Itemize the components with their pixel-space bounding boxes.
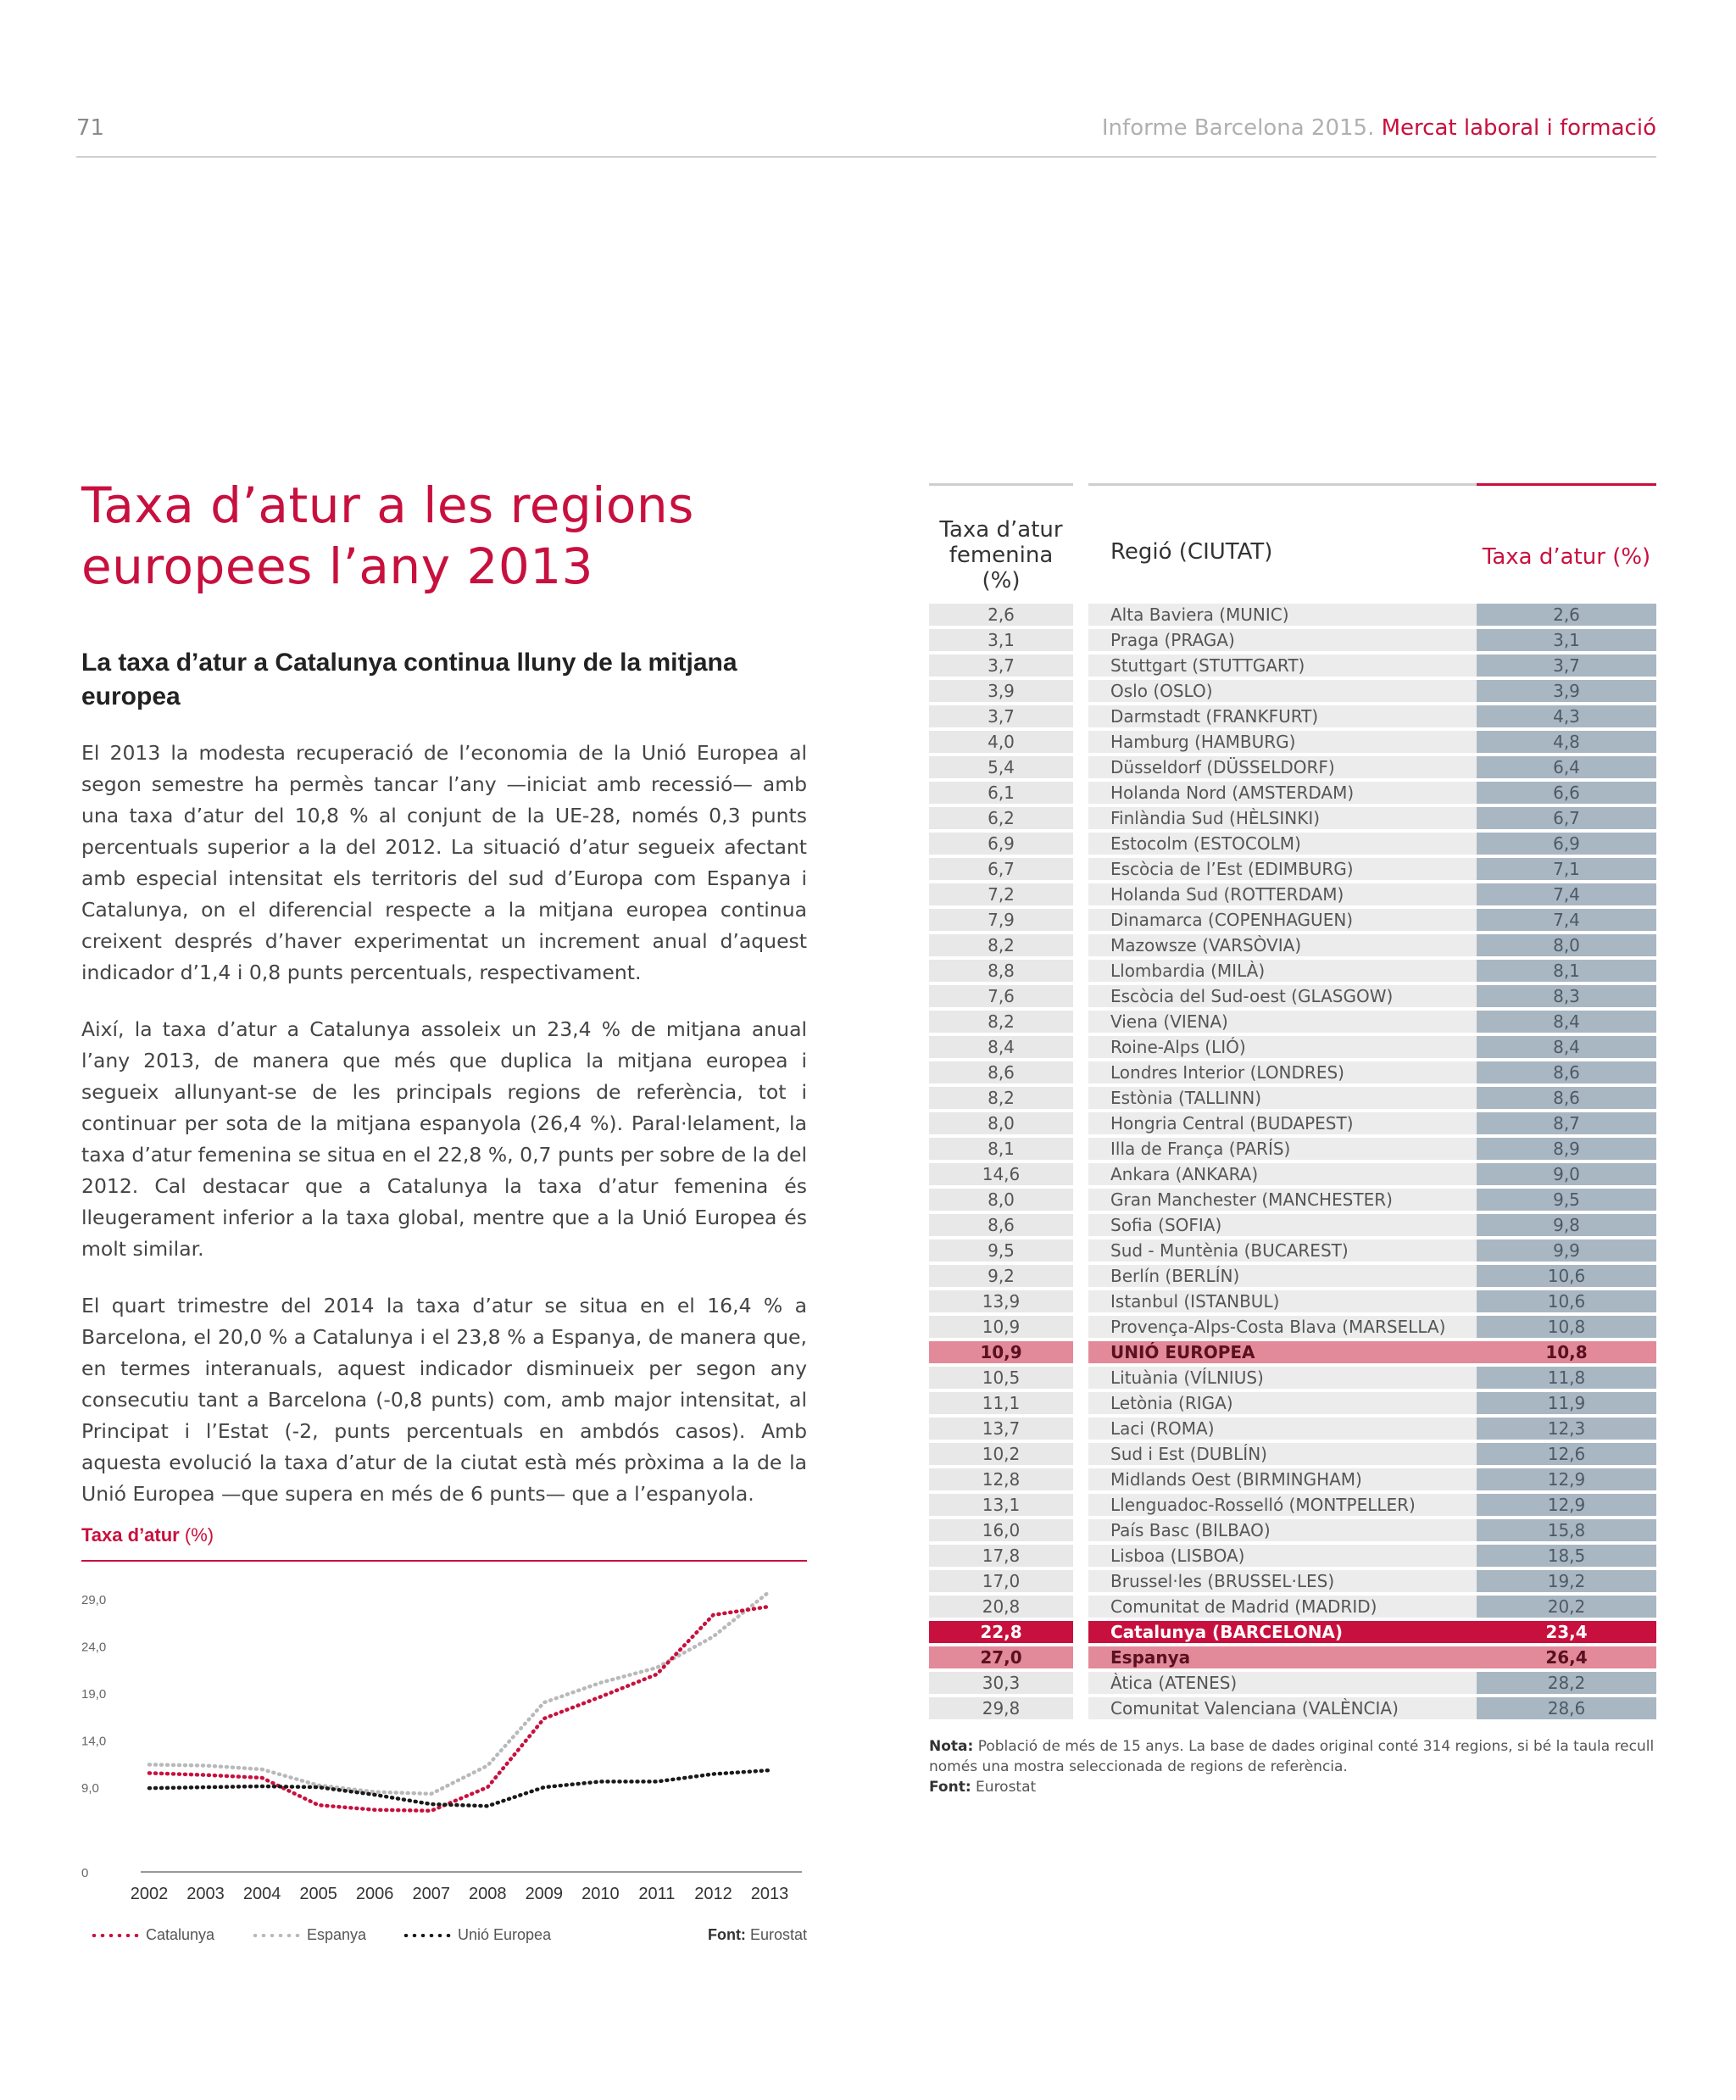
table-row <box>929 1696 1656 1721</box>
female-rate-cell: 8,1 <box>929 1138 1073 1160</box>
rate-cell: 10,6 <box>1477 1290 1656 1312</box>
table-row <box>929 1518 1656 1543</box>
table-row <box>929 1467 1656 1492</box>
table-row <box>929 1314 1656 1340</box>
female-rate-cell: 5,4 <box>929 756 1073 778</box>
region-cell: Àtica (ATENES) <box>1088 1672 1544 1694</box>
rate-cell: 8,6 <box>1477 1087 1656 1109</box>
region-cell: Düsseldorf (DÜSSELDORF) <box>1088 756 1544 778</box>
female-rate-cell: 7,9 <box>929 909 1073 931</box>
table-row <box>929 729 1656 755</box>
paragraph: El quart trimestre del 2014 la taxa d’atur se situa en el 16,4 % a Barcelona, el 20,0 % a Catalunya i el 23,8 % a Espanya, de manera que, en termes interanuals, aquest indicador disminueix per segon any consecutiu tant a Barcelona (-0,8 punts) com, amb major intensitat, al Principat i l’Estat (-2, punts percentuals en ambdós casos). Amb aquesta evolució la taxa d’atur de la ciutat està més pròxima a la de la Unió Europea —que supera en més de 6 punts— que a l’espanyola. <box>81 1294 807 1506</box>
table-note <box>929 1736 1656 1797</box>
region-cell: Comunitat Valenciana (VALÈNCIA) <box>1088 1697 1544 1719</box>
region-cell: Mazowsze (VARSÒVIA) <box>1088 934 1544 956</box>
x-tick-label: 2004 <box>242 1885 281 1903</box>
female-rate-cell: 8,8 <box>929 960 1073 982</box>
x-tick-label: 2006 <box>355 1885 394 1903</box>
x-tick-label: 2007 <box>412 1885 450 1903</box>
article-subtitle: La taxa d’atur a Catalunya continua lluny de la mitjana europea <box>81 649 737 710</box>
rate-cell: 7,4 <box>1477 883 1656 905</box>
rate-cell: 10,6 <box>1477 1265 1656 1287</box>
table-row <box>929 602 1656 627</box>
female-rate-cell: 6,9 <box>929 833 1073 855</box>
column-header-female-rate <box>929 517 1073 593</box>
table-row <box>929 1645 1656 1670</box>
chart-unit: (%) <box>184 1524 214 1546</box>
rate-cell: 8,9 <box>1477 1138 1656 1160</box>
rate-cell: 28,6 <box>1477 1697 1656 1719</box>
table-row <box>929 627 1656 653</box>
rate-cell: 8,4 <box>1477 1036 1656 1058</box>
region-cell: Laci (ROMA) <box>1088 1418 1544 1440</box>
table-row <box>929 1034 1656 1060</box>
table-row <box>929 1416 1656 1441</box>
female-rate-cell: 17,8 <box>929 1545 1073 1567</box>
x-tick-label: 2010 <box>581 1885 620 1903</box>
paragraph: Així, la taxa d’atur a Catalunya assoleix un 23,4 % de mitjana anual l’any 2013, de manera que més que duplica la mitjana europea i segueix allunyant-se de les principals regions de referència, tot i continuar per sota de la mitjana espanyola (26,4 %). Paral·lelament, la taxa d’atur femenina se situa en el 22,8 %, 0,7 punts per sobre de la del 2012. Cal destacar que a Catalunya la taxa d’atur femenina és lleugerament inferior a la taxa global, mentre que a la Unió Europea és molt similar. <box>81 1017 807 1261</box>
rate-cell: 20,2 <box>1477 1596 1656 1618</box>
female-rate-cell: 12,8 <box>929 1468 1073 1490</box>
region-cell: País Basc (BILBAO) <box>1088 1519 1544 1541</box>
table-row <box>929 1568 1656 1594</box>
legend-item <box>90 1926 214 1944</box>
legend-swatch <box>90 1934 141 1937</box>
female-rate-cell: 30,3 <box>929 1672 1073 1694</box>
table-row <box>929 1492 1656 1518</box>
female-rate-cell: 17,0 <box>929 1570 1073 1592</box>
female-rate-cell: 6,7 <box>929 858 1073 880</box>
rate-cell: 8,6 <box>1477 1061 1656 1083</box>
rate-cell: 12,9 <box>1477 1468 1656 1490</box>
y-tick-label: 0 <box>81 1866 89 1880</box>
female-rate-cell: 8,6 <box>929 1061 1073 1083</box>
rate-cell: 3,7 <box>1477 655 1656 677</box>
rule-rate <box>1477 483 1656 486</box>
region-cell: Illa de França (PARÍS) <box>1088 1138 1544 1160</box>
rate-cell: 6,4 <box>1477 756 1656 778</box>
rate-cell: 6,7 <box>1477 807 1656 829</box>
x-tick-label: 2012 <box>694 1885 732 1903</box>
rate-cell: 6,6 <box>1477 782 1656 804</box>
female-rate-cell: 8,2 <box>929 1087 1073 1109</box>
rate-cell: 23,4 <box>1477 1621 1656 1643</box>
female-rate-cell: 9,5 <box>929 1239 1073 1262</box>
female-rate-cell: 10,5 <box>929 1367 1073 1389</box>
female-rate-cell: 10,9 <box>929 1316 1073 1338</box>
legend-label: Catalunya <box>146 1926 215 1943</box>
table-row <box>929 907 1656 933</box>
page-title <box>81 475 807 597</box>
table-row <box>929 1136 1656 1161</box>
region-cell: Midlands Oest (BIRMINGHAM) <box>1088 1468 1544 1490</box>
y-tick-label: 9,0 <box>81 1781 99 1796</box>
region-cell: Comunitat de Madrid (MADRID) <box>1088 1596 1544 1618</box>
rate-cell: 10,8 <box>1477 1316 1656 1338</box>
table-row <box>929 1340 1656 1365</box>
rate-cell: 12,6 <box>1477 1443 1656 1465</box>
region-cell: Hamburg (HAMBURG) <box>1088 731 1544 753</box>
legend-item <box>402 1926 551 1944</box>
female-rate-cell: 10,9 <box>929 1341 1073 1363</box>
table-row <box>929 831 1656 856</box>
table-row <box>929 1619 1656 1645</box>
female-rate-cell: 6,1 <box>929 782 1073 804</box>
region-cell: Estònia (TALLINN) <box>1088 1087 1544 1109</box>
x-tick-label: 2011 <box>638 1885 676 1903</box>
table-row <box>929 1289 1656 1314</box>
rate-cell: 26,4 <box>1477 1646 1656 1668</box>
legend-label: Unió Europea <box>458 1926 552 1943</box>
female-rate-cell: 8,6 <box>929 1214 1073 1236</box>
column-header-region: Regió (CIUTAT) <box>1110 539 1273 565</box>
column-header-rate: Taxa d’atur (%) <box>1482 544 1651 570</box>
rate-cell: 19,2 <box>1477 1570 1656 1592</box>
table-row <box>929 1543 1656 1568</box>
region-cell: Espanya <box>1088 1646 1544 1668</box>
section-name: Mercat laboral i formació <box>1381 115 1656 141</box>
female-rate-cell: 27,0 <box>929 1646 1073 1668</box>
rate-cell: 3,1 <box>1477 629 1656 651</box>
rate-cell: 12,9 <box>1477 1494 1656 1516</box>
table-row <box>929 882 1656 907</box>
rate-cell: 7,1 <box>1477 858 1656 880</box>
region-cell: Holanda Sud (ROTTERDAM) <box>1088 883 1544 905</box>
region-cell: Stuttgart (STUTTGART) <box>1088 655 1544 677</box>
table-row <box>929 856 1656 882</box>
region-cell: Sud - Muntènia (BUCAREST) <box>1088 1239 1544 1262</box>
female-rate-cell: 13,9 <box>929 1290 1073 1312</box>
female-rate-cell: 7,2 <box>929 883 1073 905</box>
region-cell: Alta Baviera (MUNIC) <box>1088 604 1544 626</box>
rate-cell: 8,1 <box>1477 960 1656 982</box>
female-rate-cell: 7,6 <box>929 985 1073 1007</box>
table-row <box>929 805 1656 831</box>
region-cell: UNIÓ EUROPEA <box>1088 1341 1544 1363</box>
x-tick-label: 2002 <box>130 1885 169 1903</box>
rate-cell: 12,3 <box>1477 1418 1656 1440</box>
table-row <box>929 1263 1656 1289</box>
table-row <box>929 1085 1656 1111</box>
table-row <box>929 1441 1656 1467</box>
rule-female <box>929 483 1073 486</box>
rate-cell: 10,8 <box>1477 1341 1656 1363</box>
table-row <box>929 678 1656 704</box>
legend-item <box>251 1926 366 1944</box>
x-tick-label: 2009 <box>525 1885 564 1903</box>
chart-source <box>708 1926 807 1944</box>
rate-cell: 9,0 <box>1477 1163 1656 1185</box>
page-header <box>76 115 1656 158</box>
table-row <box>929 755 1656 780</box>
region-cell: Escòcia de l’Est (EDIMBURG) <box>1088 858 1544 880</box>
female-rate-cell: 14,6 <box>929 1163 1073 1185</box>
region-cell: Gran Manchester (MANCHESTER) <box>1088 1189 1544 1211</box>
column-header-female-line2: femenina (%) <box>949 543 1054 593</box>
legend-swatch <box>251 1934 302 1937</box>
female-rate-cell: 6,2 <box>929 807 1073 829</box>
table-row <box>929 704 1656 729</box>
running-head <box>1102 115 1656 141</box>
table-row <box>929 1594 1656 1619</box>
table-row <box>929 1161 1656 1187</box>
region-cell: Estocolm (ESTOCOLM) <box>1088 833 1544 855</box>
x-tick-label: 2013 <box>750 1885 789 1903</box>
region-cell: Roine-Alps (LIÓ) <box>1088 1036 1544 1058</box>
female-rate-cell: 11,1 <box>929 1392 1073 1414</box>
table-row <box>929 958 1656 983</box>
female-rate-cell: 29,8 <box>929 1697 1073 1719</box>
table-source-label: Font: <box>929 1779 971 1796</box>
female-rate-cell: 13,7 <box>929 1418 1073 1440</box>
female-rate-cell: 22,8 <box>929 1621 1073 1643</box>
female-rate-cell: 3,9 <box>929 680 1073 702</box>
rate-cell: 2,6 <box>1477 604 1656 626</box>
series-line-espanya <box>149 1591 770 1794</box>
female-rate-cell: 8,4 <box>929 1036 1073 1058</box>
table-row <box>929 1009 1656 1034</box>
table-body <box>929 602 1656 1721</box>
table-row <box>929 1670 1656 1696</box>
region-cell: Ankara (ANKARA) <box>1088 1163 1544 1185</box>
legend-label: Espanya <box>307 1926 367 1943</box>
rate-cell: 9,9 <box>1477 1239 1656 1262</box>
title-line-2: europees l’any 2013 <box>81 538 594 595</box>
rate-cell: 8,0 <box>1477 934 1656 956</box>
region-cell: Istanbul (ISTANBUL) <box>1088 1290 1544 1312</box>
region-cell: Lituània (VÍLNIUS) <box>1088 1367 1544 1389</box>
region-cell: Sud i Est (DUBLÍN) <box>1088 1443 1544 1465</box>
article-body <box>81 738 807 1510</box>
region-cell: Catalunya (BARCELONA) <box>1088 1621 1544 1643</box>
series-line-unió-europea <box>149 1770 770 1806</box>
rate-cell: 3,9 <box>1477 680 1656 702</box>
table-row <box>929 1111 1656 1136</box>
article <box>81 475 807 1535</box>
rate-cell: 9,5 <box>1477 1189 1656 1211</box>
rate-cell: 28,2 <box>1477 1672 1656 1694</box>
region-cell: Dinamarca (COPENHAGUEN) <box>1088 909 1544 931</box>
female-rate-cell: 3,7 <box>929 655 1073 677</box>
table-row <box>929 1212 1656 1238</box>
female-rate-cell: 10,2 <box>929 1443 1073 1465</box>
region-cell: Berlín (BERLÍN) <box>1088 1265 1544 1287</box>
note-text: Població de més de 15 anys. La base de dades original conté 314 regions, si bé la taula recull només una mostra seleccionada de regions de referència. <box>929 1738 1655 1775</box>
female-rate-cell: 8,0 <box>929 1189 1073 1211</box>
table-row <box>929 1187 1656 1212</box>
region-cell: Darmstadt (FRANKFURT) <box>1088 705 1544 727</box>
female-rate-cell: 9,2 <box>929 1265 1073 1287</box>
chart-source-text: Eurostat <box>749 1926 807 1943</box>
table-top-rules <box>929 483 1656 487</box>
region-cell: Escòcia del Sud-oest (GLASGOW) <box>1088 985 1544 1007</box>
title-line-1: Taxa d’atur a les regions <box>81 476 694 534</box>
rate-cell: 8,4 <box>1477 1011 1656 1033</box>
female-rate-cell: 8,2 <box>929 934 1073 956</box>
unemployment-chart <box>81 1524 807 1948</box>
report-name: Informe Barcelona 2015. <box>1101 115 1375 141</box>
page-number: 71 <box>76 115 105 141</box>
female-rate-cell: 8,2 <box>929 1011 1073 1033</box>
y-tick-label: 24,0 <box>81 1640 107 1655</box>
region-cell: Letònia (RIGA) <box>1088 1392 1544 1414</box>
rate-cell: 8,7 <box>1477 1112 1656 1134</box>
rate-cell: 11,9 <box>1477 1392 1656 1414</box>
rate-cell: 4,3 <box>1477 705 1656 727</box>
female-rate-cell: 13,1 <box>929 1494 1073 1516</box>
legend-swatch <box>402 1934 453 1937</box>
region-cell: Llombardia (MILÀ) <box>1088 960 1544 982</box>
table-row <box>929 933 1656 958</box>
rate-cell: 6,9 <box>1477 833 1656 855</box>
rate-cell: 8,3 <box>1477 985 1656 1007</box>
region-cell: Holanda Nord (AMSTERDAM) <box>1088 782 1544 804</box>
table-row <box>929 1365 1656 1390</box>
rate-cell: 11,8 <box>1477 1367 1656 1389</box>
region-cell: Praga (PRAGA) <box>1088 629 1544 651</box>
female-rate-cell: 3,1 <box>929 629 1073 651</box>
x-tick-label: 2008 <box>469 1885 507 1903</box>
female-rate-cell: 4,0 <box>929 731 1073 753</box>
line-chart <box>81 1524 807 1914</box>
chart-title-text: Taxa d’atur <box>81 1524 180 1546</box>
x-tick-label: 2005 <box>299 1885 337 1903</box>
female-rate-cell: 8,0 <box>929 1112 1073 1134</box>
chart-source-label: Font: <box>707 1926 746 1943</box>
female-rate-cell: 16,0 <box>929 1519 1073 1541</box>
region-cell: Londres Interior (LONDRES) <box>1088 1061 1544 1083</box>
rate-cell: 4,8 <box>1477 731 1656 753</box>
region-cell: Brussel·les (BRUSSEL·LES) <box>1088 1570 1544 1592</box>
table-row <box>929 1060 1656 1085</box>
region-cell: Provença-Alps-Costa Blava (MARSELLA) <box>1088 1316 1544 1338</box>
x-tick-label: 2003 <box>186 1885 225 1903</box>
table-row <box>929 983 1656 1009</box>
table-source-text: Eurostat <box>976 1779 1037 1796</box>
table-row <box>929 1390 1656 1416</box>
region-cell: Hongria Central (BUDAPEST) <box>1088 1112 1544 1134</box>
region-cell: Oslo (OSLO) <box>1088 680 1544 702</box>
region-cell: Lisboa (LISBOA) <box>1088 1545 1544 1567</box>
table-row <box>929 1238 1656 1263</box>
region-cell: Sofia (SOFIA) <box>1088 1214 1544 1236</box>
table-row <box>929 653 1656 678</box>
rate-cell: 18,5 <box>1477 1545 1656 1567</box>
region-cell: Finlàndia Sud (HÈLSINKI) <box>1088 807 1544 829</box>
column-header-female-line1: Taxa d’atur <box>939 517 1063 543</box>
female-rate-cell: 2,6 <box>929 604 1073 626</box>
region-cell: Viena (VIENA) <box>1088 1011 1544 1033</box>
female-rate-cell: 20,8 <box>929 1596 1073 1618</box>
paragraph: El 2013 la modesta recuperació de l’economia de la Unió Europea al segon semestre ha permès tancar l’any —iniciat amb recessió— amb una taxa d’atur del 10,8 % al conjunt de la UE-28, només 0,3 punts percentuals superior a la del 2012. La situació d’atur segueix afectant amb especial intensitat els territoris del sud d’Europa com Espanya i Catalunya, on el diferencial respecte a la mitjana europea continua creixent després d’haver experimentat un increment anual d’aquest indicador d’1,4 i 0,8 punts percentuals, respectivament. <box>81 741 807 984</box>
rate-cell: 7,4 <box>1477 909 1656 931</box>
rate-cell: 9,8 <box>1477 1214 1656 1236</box>
note-label: Nota: <box>929 1738 974 1755</box>
table-row <box>929 780 1656 805</box>
rate-cell: 15,8 <box>1477 1519 1656 1541</box>
y-tick-label: 29,0 <box>81 1593 107 1607</box>
female-rate-cell: 3,7 <box>929 705 1073 727</box>
y-tick-label: 14,0 <box>81 1734 107 1749</box>
region-cell: Llenguadoc-Rosselló (MONTPELLER) <box>1088 1494 1544 1516</box>
y-tick-label: 19,0 <box>81 1687 107 1702</box>
